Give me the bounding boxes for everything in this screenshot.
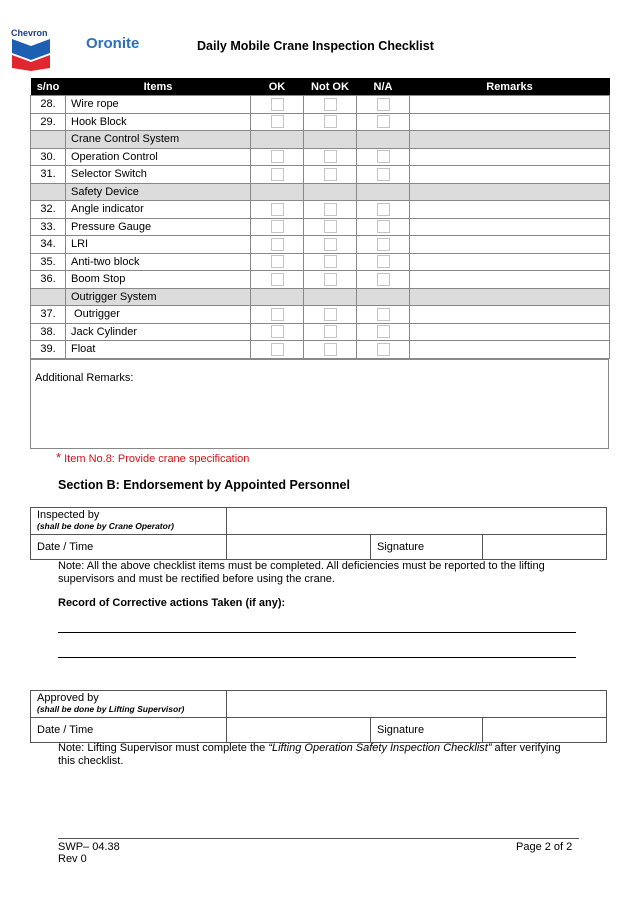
status-cell-ok	[251, 236, 304, 254]
approved-signature-label-cell	[371, 718, 483, 742]
inspected-signature-label-cell	[371, 535, 483, 559]
column-header-sno: s/no	[31, 78, 66, 96]
document-title: Daily Mobile Crane Inspection Checklist	[197, 39, 434, 53]
item-name: Angle indicator	[66, 201, 251, 219]
table-row	[31, 148, 610, 166]
remarks-cell[interactable]	[410, 148, 610, 166]
approved-date-label-cell	[31, 718, 227, 742]
status-cell-not-ok	[304, 253, 357, 271]
chevron-logo-icon	[12, 39, 50, 71]
row-number: 34.	[31, 236, 66, 254]
status-cell-na	[357, 253, 410, 271]
note-lifting-supervisor	[58, 742, 578, 768]
table-row	[31, 96, 610, 114]
remarks-cell[interactable]	[410, 271, 610, 289]
checkbox-not-ok[interactable]	[324, 98, 337, 111]
inspected-by-row	[31, 508, 606, 535]
approved-by-sublabel: (shall be done by Lifting Supervisor)	[37, 704, 185, 714]
status-cell-ok	[251, 253, 304, 271]
remarks-cell[interactable]	[410, 253, 610, 271]
row-number: 28.	[31, 96, 66, 114]
inspected-date-label: Date / Time	[37, 541, 94, 553]
status-cell-na	[357, 341, 410, 359]
status-cell-ok	[251, 201, 304, 219]
checkbox-not-ok[interactable]	[324, 115, 337, 128]
approved-signature-field[interactable]	[483, 718, 606, 742]
row-number: 38.	[31, 323, 66, 341]
checkbox-not-ok[interactable]	[324, 273, 337, 286]
status-cell-ok	[251, 306, 304, 324]
row-number: 32.	[31, 201, 66, 219]
row-number	[31, 288, 66, 306]
status-cell-not-ok	[304, 341, 357, 359]
row-number: 29.	[31, 113, 66, 131]
item-name: Jack Cylinder	[66, 323, 251, 341]
checkbox-not-ok[interactable]	[324, 168, 337, 181]
approved-by-label: Approved by	[37, 692, 99, 704]
approved-by-label-cell	[31, 691, 227, 717]
column-header-remarks: Remarks	[410, 78, 610, 96]
inspected-signature-field[interactable]	[483, 535, 606, 559]
table-row	[31, 323, 610, 341]
checkbox-ok[interactable]	[271, 168, 284, 181]
inspection-checklist-table	[30, 78, 610, 359]
row-number: 35.	[31, 253, 66, 271]
checkbox-na[interactable]	[377, 325, 390, 338]
status-cell-na	[357, 271, 410, 289]
checkbox-not-ok[interactable]	[324, 308, 337, 321]
checkbox-ok[interactable]	[271, 98, 284, 111]
note2-prefix: Note: Lifting Supervisor must complete the	[58, 742, 269, 754]
checkbox-na[interactable]	[377, 220, 390, 233]
checkbox-ok[interactable]	[271, 273, 284, 286]
item-name: Outrigger	[66, 306, 251, 324]
status-cell-ok	[251, 113, 304, 131]
table-row	[31, 166, 610, 184]
item-name: Pressure Gauge	[66, 218, 251, 236]
table-row	[31, 253, 610, 271]
status-cell-not-ok	[304, 148, 357, 166]
status-cell-not-ok	[304, 131, 357, 149]
table-section-row	[31, 288, 610, 306]
item-name: LRI	[66, 236, 251, 254]
section-title: Crane Control System	[66, 131, 251, 149]
checkbox-ok[interactable]	[271, 115, 284, 128]
remarks-cell[interactable]	[410, 96, 610, 114]
status-cell-ok	[251, 288, 304, 306]
corrective-actions-label: Record of Corrective actions Taken (if any):	[58, 597, 286, 609]
status-cell-na	[357, 306, 410, 324]
inspected-by-label-cell	[31, 508, 227, 534]
inspected-date-row	[31, 535, 606, 559]
status-cell-na	[357, 131, 410, 149]
status-cell-not-ok	[304, 113, 357, 131]
status-cell-na	[357, 236, 410, 254]
table-header-row	[31, 78, 610, 96]
checkbox-na[interactable]	[377, 255, 390, 268]
status-cell-ok	[251, 218, 304, 236]
table-row	[31, 113, 610, 131]
inspected-by-label: Inspected by	[37, 509, 100, 521]
row-number	[31, 131, 66, 149]
status-cell-ok	[251, 323, 304, 341]
column-header-ok: OK	[251, 78, 304, 96]
note2-checklist-name: “Lifting Operation Safety Inspection Checklist”	[268, 742, 492, 754]
row-number: 33.	[31, 218, 66, 236]
checkbox-ok[interactable]	[271, 343, 284, 356]
note-checklist-completion: Note: All the above checklist items must be completed. All deficiencies must be reported to the lifting supervisors and must be rectified before using the crane.	[58, 560, 545, 585]
row-number: 31.	[31, 166, 66, 184]
approved-date-field[interactable]	[227, 718, 371, 742]
table-row	[31, 271, 610, 289]
checkbox-na[interactable]	[377, 150, 390, 163]
checkbox-not-ok[interactable]	[324, 343, 337, 356]
table-section-row	[31, 131, 610, 149]
remarks-cell[interactable]	[410, 201, 610, 219]
checkbox-ok[interactable]	[271, 308, 284, 321]
status-cell-ok	[251, 183, 304, 201]
approved-signature-label: Signature	[377, 724, 425, 736]
footnote	[56, 450, 249, 465]
checkbox-not-ok[interactable]	[324, 238, 337, 251]
approved-date-row	[31, 718, 606, 742]
remarks-cell[interactable]	[410, 323, 610, 341]
checkbox-ok[interactable]	[271, 150, 284, 163]
inspected-by-table	[30, 507, 607, 560]
item-name: Selector Switch	[66, 166, 251, 184]
status-cell-na	[357, 113, 410, 131]
status-cell-na	[357, 288, 410, 306]
inspected-date-label-cell	[31, 535, 227, 559]
column-header-items: Items	[66, 78, 251, 96]
status-cell-na	[357, 218, 410, 236]
row-number: 36.	[31, 271, 66, 289]
checkbox-ok[interactable]	[271, 220, 284, 233]
status-cell-ok	[251, 131, 304, 149]
checkbox-ok[interactable]	[271, 325, 284, 338]
status-cell-na	[357, 201, 410, 219]
status-cell-na	[357, 166, 410, 184]
row-number: 30.	[31, 148, 66, 166]
checkbox-ok[interactable]	[271, 238, 284, 251]
item-name: Operation Control	[66, 148, 251, 166]
table-row	[31, 236, 610, 254]
status-cell-not-ok	[304, 306, 357, 324]
approved-by-table	[30, 690, 607, 743]
checkbox-na[interactable]	[377, 308, 390, 321]
inspected-by-field[interactable]	[227, 508, 606, 534]
inspected-by-sublabel: (shall be done by Crane Operator)	[37, 521, 174, 531]
checkbox-na[interactable]	[377, 238, 390, 251]
note2-suffix: after verifying this checklist.	[58, 742, 561, 767]
remarks-cell	[410, 131, 610, 149]
table-row	[31, 218, 610, 236]
status-cell-not-ok	[304, 271, 357, 289]
row-number: 39.	[31, 341, 66, 359]
status-cell-ok	[251, 271, 304, 289]
status-cell-not-ok	[304, 288, 357, 306]
item-name: Anti-two block	[66, 253, 251, 271]
checkbox-not-ok[interactable]	[324, 325, 337, 338]
status-cell-not-ok	[304, 236, 357, 254]
status-cell-not-ok	[304, 201, 357, 219]
corrective-actions-line-1[interactable]	[58, 632, 576, 633]
status-cell-not-ok	[304, 323, 357, 341]
row-number: 37.	[31, 306, 66, 324]
section-b-heading: Section B: Endorsement by Appointed Personnel	[58, 478, 350, 492]
checkbox-ok[interactable]	[271, 255, 284, 268]
chevron-wordmark: Chevron	[11, 28, 48, 38]
remarks-cell[interactable]	[410, 306, 610, 324]
remarks-cell[interactable]	[410, 236, 610, 254]
section-title: Outrigger System	[66, 288, 251, 306]
checkbox-not-ok[interactable]	[324, 150, 337, 163]
footnote-text: Item No.8: Provide crane specification	[64, 453, 250, 465]
item-name: Hook Block	[66, 113, 251, 131]
checkbox-ok[interactable]	[271, 203, 284, 216]
status-cell-not-ok	[304, 183, 357, 201]
status-cell-na	[357, 148, 410, 166]
footer-doc-number: SWP– 04.38	[58, 841, 120, 853]
item-name: Wire rope	[66, 96, 251, 114]
remarks-cell[interactable]	[410, 166, 610, 184]
item-name: Boom Stop	[66, 271, 251, 289]
section-title: Safety Device	[66, 183, 251, 201]
status-cell-na	[357, 183, 410, 201]
checkbox-na[interactable]	[377, 343, 390, 356]
status-cell-not-ok	[304, 166, 357, 184]
status-cell-not-ok	[304, 96, 357, 114]
footer-page-number: Page 2 of 2	[516, 841, 573, 853]
additional-remarks-label: Additional Remarks:	[35, 372, 134, 384]
status-cell-ok	[251, 166, 304, 184]
footer-revision: Rev 0	[58, 853, 87, 865]
remarks-cell	[410, 183, 610, 201]
checkbox-na[interactable]	[377, 203, 390, 216]
table-section-row	[31, 183, 610, 201]
status-cell-ok	[251, 96, 304, 114]
status-cell-na	[357, 323, 410, 341]
column-header-na: N/A	[357, 78, 410, 96]
table-row	[31, 341, 610, 359]
checkbox-na[interactable]	[377, 115, 390, 128]
corrective-actions-line-2[interactable]	[58, 657, 576, 658]
checkbox-not-ok[interactable]	[324, 255, 337, 268]
checkbox-na[interactable]	[377, 273, 390, 286]
footer-divider	[58, 838, 579, 839]
status-cell-ok	[251, 148, 304, 166]
remarks-cell[interactable]	[410, 341, 610, 359]
row-number	[31, 183, 66, 201]
inspected-date-field[interactable]	[227, 535, 371, 559]
remarks-cell[interactable]	[410, 218, 610, 236]
status-cell-na	[357, 96, 410, 114]
checkbox-na[interactable]	[377, 98, 390, 111]
checkbox-not-ok[interactable]	[324, 220, 337, 233]
remarks-cell	[410, 288, 610, 306]
checkbox-na[interactable]	[377, 168, 390, 181]
company-logo-text: Oronite	[86, 35, 140, 52]
status-cell-ok	[251, 341, 304, 359]
checkbox-not-ok[interactable]	[324, 203, 337, 216]
footnote-asterisk: *	[56, 450, 62, 465]
column-header-not-ok: Not OK	[304, 78, 357, 96]
item-name: Float	[66, 341, 251, 359]
table-row	[31, 201, 610, 219]
approved-date-label: Date / Time	[37, 724, 94, 736]
approved-by-row	[31, 691, 606, 718]
approved-by-field[interactable]	[227, 691, 606, 717]
remarks-cell[interactable]	[410, 113, 610, 131]
table-row	[31, 306, 610, 324]
status-cell-not-ok	[304, 218, 357, 236]
inspected-signature-label: Signature	[377, 541, 425, 553]
